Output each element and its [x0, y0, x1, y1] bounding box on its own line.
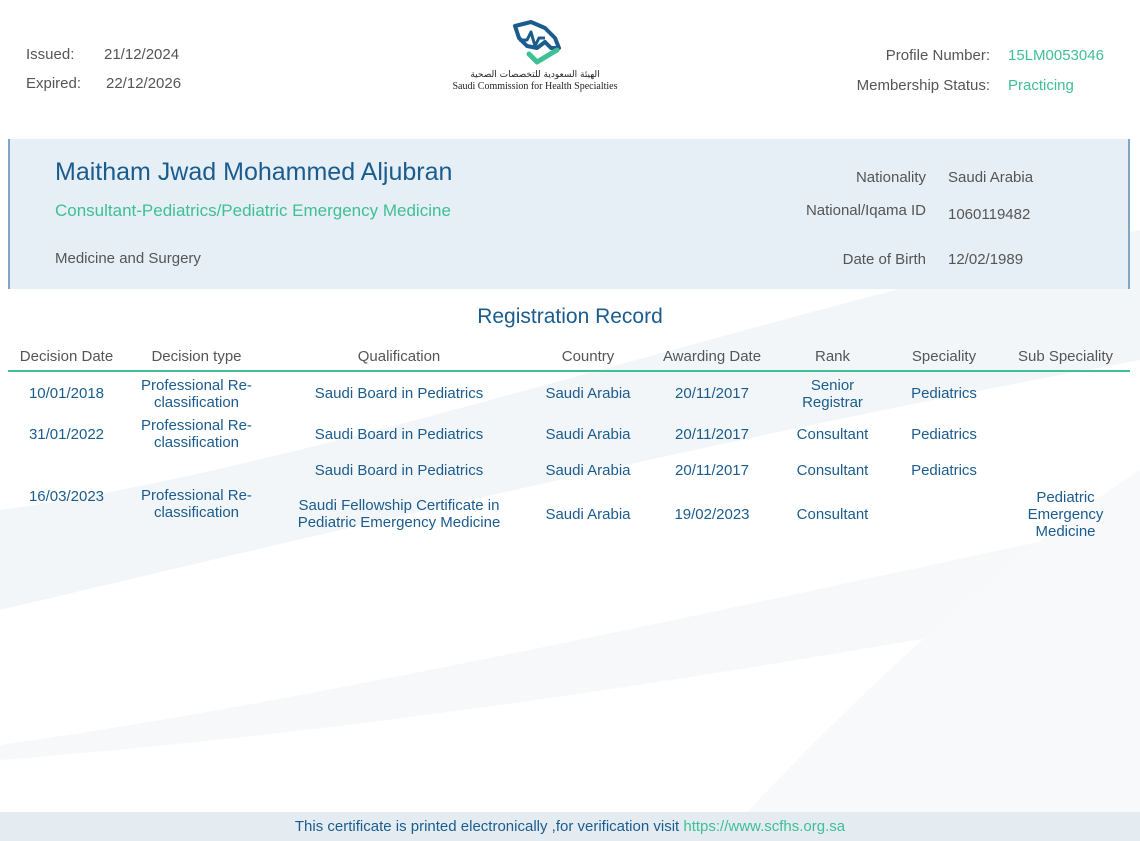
table-cell: Professional Re-classification: [141, 376, 252, 411]
table-cell: Consultant: [796, 461, 869, 479]
table-cell: Saudi Arabia: [545, 385, 631, 402]
nationality-label: Nationality: [855, 169, 926, 186]
table-cell: Pediatrics: [911, 425, 977, 443]
table-cell: 31/01/2022: [28, 425, 105, 443]
national-id-value: 1060119482: [948, 206, 1031, 223]
column-header: Rank: [778, 343, 887, 371]
table-cell: 19/02/2023: [674, 505, 750, 523]
table-cell: [1001, 371, 1130, 415]
column-header: Speciality: [887, 343, 1001, 371]
membership-status: Practicing: [1008, 76, 1074, 94]
expired-row: [26, 69, 181, 98]
expired-date: 22/12/2026: [106, 75, 182, 92]
scfhs-logo-icon: [505, 18, 565, 68]
table-cell: [1001, 415, 1130, 453]
table-cell: Professional Re-classification: [141, 487, 252, 521]
logo-english-name: Saudi Commission for Health Specialties: [452, 81, 618, 92]
table-cell: [1001, 453, 1130, 487]
table-cell: Pediatrics: [911, 385, 977, 402]
column-header: Qualification: [268, 343, 530, 371]
table-cell: Saudi Board in Pediatrics: [314, 385, 484, 402]
membership-status-row: [857, 70, 1108, 100]
column-header: Sub Speciality: [1001, 343, 1130, 371]
registration-table-header: [8, 343, 1130, 371]
table-cell: Consultant: [796, 505, 869, 523]
table-cell: 20/11/2017: [675, 425, 749, 443]
verification-link[interactable]: https://www.scfhs.org.sa: [683, 818, 846, 835]
table-cell: Consultant: [796, 425, 869, 443]
registration-record-title: Registration Record: [477, 305, 663, 328]
issue-dates: [26, 40, 181, 98]
issued-row: [26, 40, 181, 69]
practitioner-department: Medicine and Surgery: [55, 250, 201, 267]
national-id-label: National/Iqama ID: [805, 202, 926, 219]
expired-label: Expired:: [26, 75, 82, 92]
table-cell: Pediatrics: [911, 461, 977, 479]
issued-label: Issued:: [26, 46, 75, 63]
column-header: Decision Date: [8, 343, 125, 371]
issued-date: 21/12/2024: [104, 46, 180, 63]
registration-table: [8, 343, 1130, 541]
profile-number-row: [857, 40, 1108, 70]
table-row: [8, 415, 1130, 453]
table-cell: Saudi Board in Pediatrics: [314, 461, 484, 479]
profile-number-label: Profile Number:: [885, 46, 990, 64]
profile-status: [857, 40, 1108, 100]
practitioner-title: Consultant-Pediatrics/Pediatric Emergency Medicine: [55, 201, 451, 220]
date-of-birth-label: Date of Birth: [842, 251, 926, 268]
table-cell: Professional Re-classification: [141, 417, 252, 451]
column-header: Decision type: [125, 343, 268, 371]
table-cell: 20/11/2017: [675, 385, 749, 402]
nationality-value: Saudi Arabia: [948, 169, 1034, 186]
column-header: Awarding Date: [646, 343, 778, 371]
profile-panel: [8, 139, 1130, 289]
table-row: [8, 487, 1130, 541]
verification-footer: [0, 812, 1140, 841]
table-cell: Senior Registrar: [802, 376, 863, 411]
practitioner-name: Maitham Jwad Mohammed Aljubran: [55, 158, 453, 186]
table-cell: [8, 453, 125, 487]
table-row: [8, 371, 1130, 415]
footer-text: This certificate is printed electronically ,for verification visit: [294, 818, 684, 835]
table-cell: Saudi Board in Pediatrics: [314, 425, 484, 443]
table-cell: 20/11/2017: [675, 461, 749, 479]
membership-status-label: Membership Status:: [856, 76, 990, 94]
column-header: Country: [530, 343, 646, 371]
table-cell: 10/01/2018: [28, 385, 105, 402]
table-cell: Saudi Arabia: [545, 505, 631, 523]
table-cell: Saudi Arabia: [545, 461, 631, 479]
table-cell: [125, 453, 268, 487]
table-cell: Saudi Fellowship Certificate in Pediatric Emergency Medicine: [297, 497, 501, 531]
table-cell: [887, 487, 1001, 541]
table-row: [8, 453, 1130, 487]
table-cell: Saudi Arabia: [545, 425, 631, 443]
logo-arabic-name: الهيئة السعودية للتخصصات الصحية: [470, 70, 600, 80]
date-of-birth-value: 12/02/1989: [948, 251, 1024, 268]
profile-number: 15LM0053046: [1008, 46, 1104, 64]
table-cell: 16/03/2023: [28, 488, 105, 505]
table-cell: Pediatric Emergency Medicine: [1027, 488, 1104, 540]
scfhs-logo: [440, 18, 630, 92]
